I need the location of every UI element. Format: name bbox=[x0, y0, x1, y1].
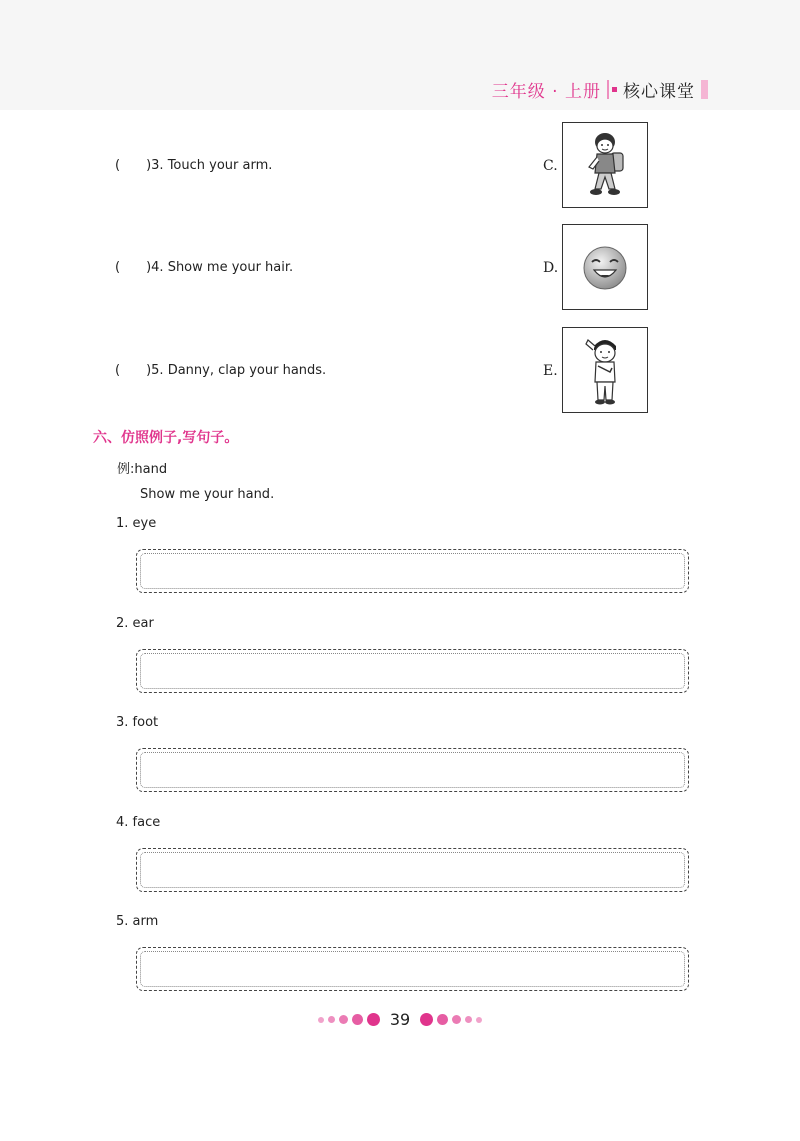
matching-item bbox=[115, 363, 326, 378]
page-number: 39 bbox=[389, 1010, 411, 1029]
answer-writing-box[interactable] bbox=[136, 649, 689, 693]
answer-writing-box[interactable] bbox=[136, 748, 689, 792]
smiling-face-icon bbox=[580, 242, 630, 292]
answer-writing-box[interactable] bbox=[136, 848, 689, 892]
answer-blank-close: ) bbox=[146, 363, 152, 378]
header-square-icon bbox=[612, 87, 617, 92]
answer-blank-close: ) bbox=[146, 158, 152, 173]
question-label: 5. arm bbox=[116, 914, 159, 929]
answer-writing-box[interactable] bbox=[136, 549, 689, 593]
decorative-dot-icon bbox=[328, 1016, 335, 1023]
example-label: 例:hand bbox=[117, 462, 168, 477]
decorative-dot-icon bbox=[452, 1015, 461, 1024]
matching-text: 5. Danny, clap your hands. bbox=[151, 363, 327, 378]
decorative-dot-icon bbox=[352, 1014, 363, 1025]
grade-label: 三年级 · 上册 bbox=[491, 81, 601, 102]
section-title: 六、仿照例子,写句子。 bbox=[93, 430, 239, 446]
decorative-dot-icon bbox=[339, 1015, 348, 1024]
brand-label: 核心课堂 bbox=[623, 81, 695, 102]
boy-with-backpack-icon bbox=[575, 129, 635, 201]
answer-blank-open: ( bbox=[115, 158, 121, 173]
example-sentence: Show me your hand. bbox=[140, 487, 275, 502]
question-label: 4. face bbox=[116, 815, 161, 830]
picture-letter: E. bbox=[543, 363, 558, 379]
decorative-dot-icon bbox=[420, 1013, 433, 1026]
matching-item bbox=[115, 158, 272, 173]
picture-frame bbox=[562, 122, 648, 208]
picture-frame bbox=[562, 224, 648, 310]
header-tab-mark bbox=[701, 80, 708, 99]
decorative-dot-icon bbox=[437, 1014, 448, 1025]
answer-blank-close: ) bbox=[146, 260, 152, 275]
page-number-footer bbox=[0, 1010, 800, 1029]
matching-text: 4. Show me your hair. bbox=[151, 260, 294, 275]
picture-frame bbox=[562, 327, 648, 413]
picture-letter: D. bbox=[543, 260, 559, 276]
answer-blank-open: ( bbox=[115, 260, 121, 275]
decorative-dot-icon bbox=[367, 1013, 380, 1026]
picture-letter: C. bbox=[543, 158, 558, 174]
answer-blank-open: ( bbox=[115, 363, 121, 378]
question-label: 3. foot bbox=[116, 715, 159, 730]
matching-text: 3. Touch your arm. bbox=[151, 158, 273, 173]
question-label: 2. ear bbox=[116, 616, 154, 631]
matching-item bbox=[115, 260, 293, 275]
page-header bbox=[492, 77, 708, 101]
decorative-dot-icon bbox=[465, 1016, 472, 1023]
decorative-dot-icon bbox=[318, 1017, 324, 1023]
answer-writing-box[interactable] bbox=[136, 947, 689, 991]
header-divider bbox=[607, 80, 609, 99]
boy-hand-on-head-icon bbox=[580, 334, 630, 406]
question-label: 1. eye bbox=[116, 516, 157, 531]
decorative-dot-icon bbox=[476, 1017, 482, 1023]
